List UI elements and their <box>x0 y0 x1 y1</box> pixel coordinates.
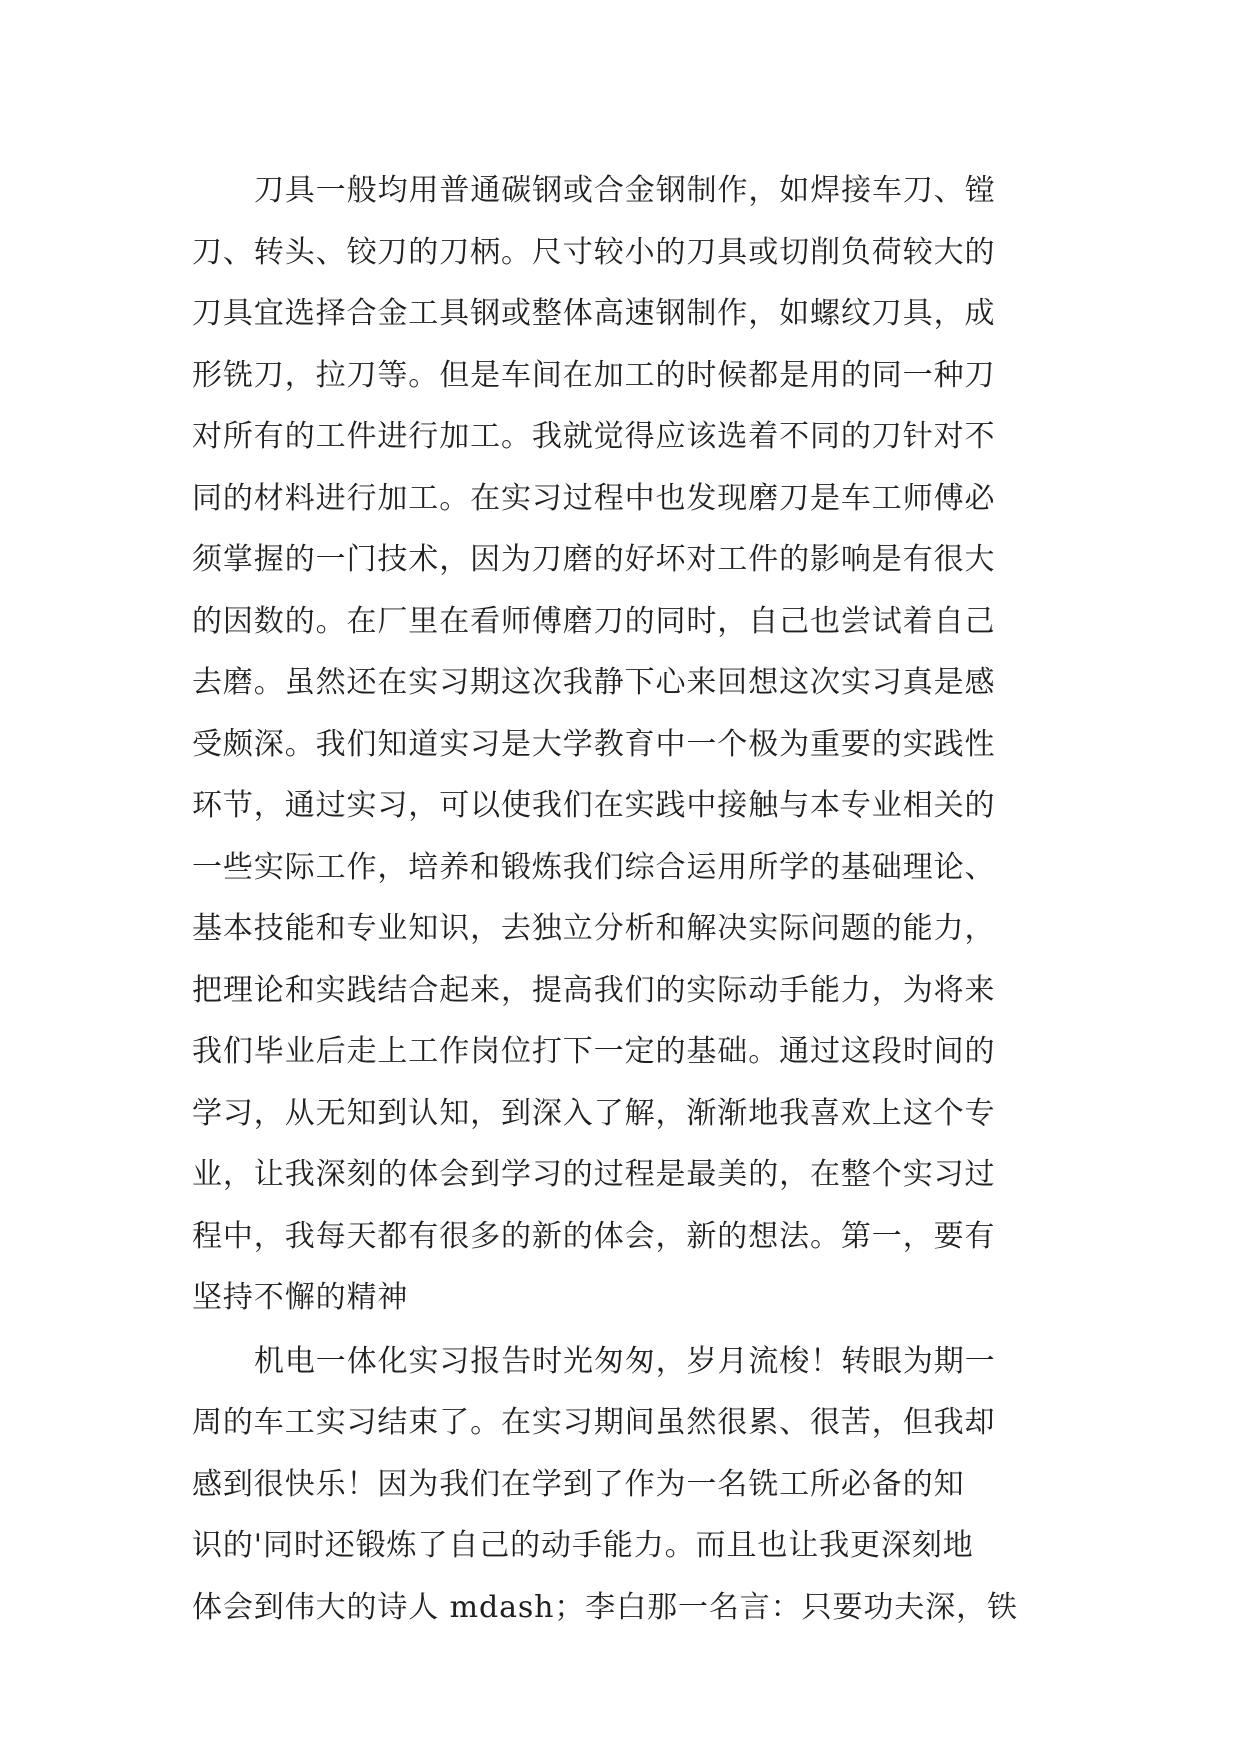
paragraph-line: 业，让我深刻的体会到学习的过程是最美的，在整个实习过 <box>192 1157 996 1192</box>
paragraph-line: 刀、转头、铰刀的刀柄。尺寸较小的刀具或切削负荷较大的 <box>192 234 996 270</box>
paragraph-line: 感到很快乐！因为我们在学到了作为一名铣工所必备的知 <box>192 1466 965 1502</box>
paragraph-line: 识的'同时还锻炼了自己的动手能力。而且也让我更深刻地 <box>192 1528 974 1563</box>
document-body <box>192 160 1052 1638</box>
paragraph-line: 去磨。虽然还在实习期这次我静下心来回想这次实习真是感 <box>192 665 996 700</box>
paragraph-line: 受颇深。我们知道实习是大学教育中一个极为重要的实践性 <box>192 726 996 762</box>
paragraph-line: 我们毕业后走上工作岗位打下一定的基础。通过这段时间的 <box>192 1034 996 1069</box>
paragraph-line: 把理论和实践结合起来，提高我们的实际动手能力，为将来 <box>192 972 996 1008</box>
paragraph-line: 一些实际工作，培养和锻炼我们综合运用所学的基础理论、 <box>192 849 996 885</box>
paragraph-line: 刀具宜选择合金工具钢或整体高速钢制作，如螺纹刀具，成 <box>192 296 996 331</box>
paragraph-2 <box>192 1331 1052 1639</box>
paragraph-line: 须掌握的一门技术，因为刀磨的好坏对工件的影响是有很大 <box>192 542 996 577</box>
paragraph-line: 机电一体化实习报告时光匆匆，岁月流梭！转眼为期一 <box>254 1343 996 1379</box>
paragraph-line: 基本技能和专业知识，去独立分析和解决实际问题的能力， <box>192 911 996 946</box>
paragraph-line: 周的车工实习结束了。在实习期间虽然很累、很苦，但我却 <box>192 1405 996 1440</box>
paragraph-line: 程中，我每天都有很多的新的体会，新的想法。第一，要有 <box>192 1218 996 1254</box>
paragraph-line: 体会到伟大的诗人 mdash；李白那一名言：只要功夫深，铁 <box>192 1589 1018 1625</box>
paragraph-line: 环节，通过实习，可以使我们在实践中接触与本专业相关的 <box>192 788 996 823</box>
paragraph-line: 的因数的。在厂里在看师傅磨刀的同时，自己也尝试着自己 <box>192 603 996 639</box>
paragraph-line: 形铣刀，拉刀等。但是车间在加工的时候都是用的同一种刀 <box>192 357 996 393</box>
paragraph-line: 刀具一般均用普通碳钢或合金钢制作，如焊接车刀、镗 <box>254 173 996 208</box>
paragraph-line: 对所有的工件进行加工。我就觉得应该选着不同的刀针对不 <box>192 419 996 454</box>
paragraph-line: 同的材料进行加工。在实习过程中也发现磨刀是车工师傅必 <box>192 480 996 516</box>
paragraph-line: 学习，从无知到认知，到深入了解，渐渐地我喜欢上这个专 <box>192 1095 996 1131</box>
paragraph-line: 坚持不懈的精神 <box>192 1280 409 1315</box>
paragraph-1 <box>192 160 1052 1329</box>
